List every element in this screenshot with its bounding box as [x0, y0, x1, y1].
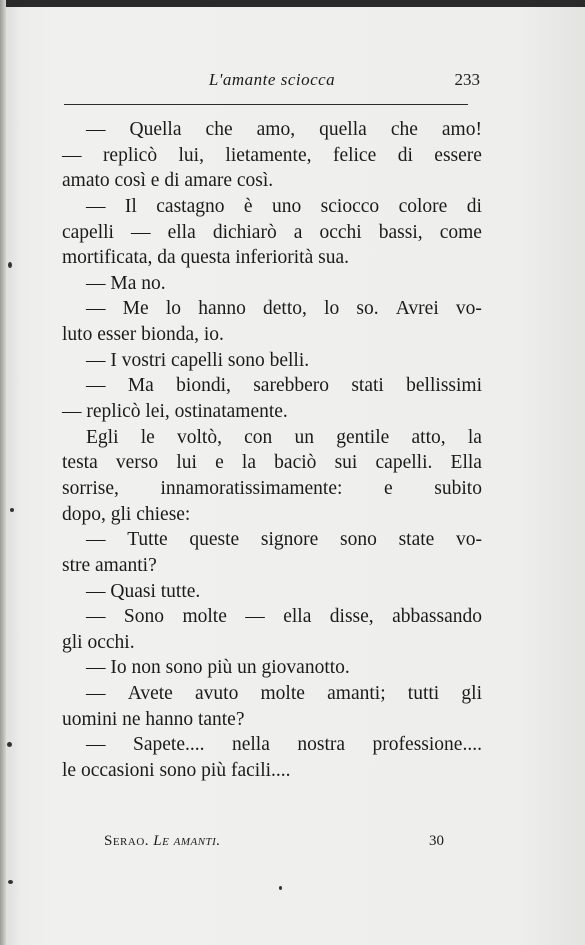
text-line: uomini ne hanno tante? [62, 708, 245, 730]
text-line: — Quasi tutte. [86, 580, 201, 602]
text-line: — I vostri capelli sono belli. [86, 349, 310, 371]
text-line: dopo, gli chiese: [62, 503, 191, 525]
running-header [64, 70, 480, 98]
text-line: — Il castagno è uno sciocco colore di [86, 195, 482, 217]
text-line: testa verso lui e la baciò sui capelli. Ella [62, 452, 482, 474]
signature-mark: 30 [429, 833, 444, 849]
text-line: — Ma no. [86, 272, 166, 294]
running-title: L'amante sciocca [208, 70, 336, 89]
body-text [62, 117, 482, 784]
text-line: stre amanti? [62, 554, 157, 576]
page-number: 233 [454, 70, 480, 89]
ink-speck [8, 262, 12, 268]
page-footer [104, 833, 444, 855]
footer-author-name: Serao. [104, 833, 150, 849]
text-line: sorrise, innamoratissimamente: e subito [62, 477, 482, 499]
ink-speck [7, 742, 12, 747]
text-line: Egli le voltò, con un gentile atto, la [86, 426, 482, 448]
text-line: amato così e di amare così. [62, 170, 274, 192]
footer-author [104, 833, 221, 850]
text-line: gli occhi. [62, 631, 135, 653]
footer-work-title: Le amanti. [153, 833, 221, 849]
text-line: — Io non sono più un giovanotto. [86, 657, 350, 679]
text-line: mortificata, da questa inferiorità sua. [62, 247, 349, 269]
page-top-edge [0, 0, 585, 7]
header-rule [64, 104, 468, 105]
text-line: — Sapete.... nella nostra professione.... [86, 734, 482, 756]
text-line: capelli — ella dichiarò a occhi bassi, come [62, 221, 482, 243]
text-line: — Sono molte — ella disse, abbassando [86, 606, 482, 628]
text-line: le occasioni sono più facili.... [62, 760, 291, 782]
text-line: — Ma biondi, sarebbero stati bellissimi [86, 375, 482, 397]
ink-speck [10, 508, 14, 512]
ink-speck [8, 880, 13, 884]
text-line: — Quella che amo, quella che amo! [86, 119, 482, 140]
page-binding-edge [0, 0, 6, 945]
text-line: — replicò lui, lietamente, felice di essere [62, 144, 482, 166]
text-line: luto esser bionda, io. [62, 324, 224, 346]
text-line: — Avete avuto molte amanti; tutti gli [86, 683, 482, 705]
text-line: — replicò lei, ostinatamente. [62, 401, 288, 423]
text-line: — Tutte queste signore sono state vo- [86, 529, 482, 551]
text-line: — Me lo hanno detto, lo so. Avrei vo- [86, 298, 482, 320]
ink-speck [279, 886, 282, 890]
